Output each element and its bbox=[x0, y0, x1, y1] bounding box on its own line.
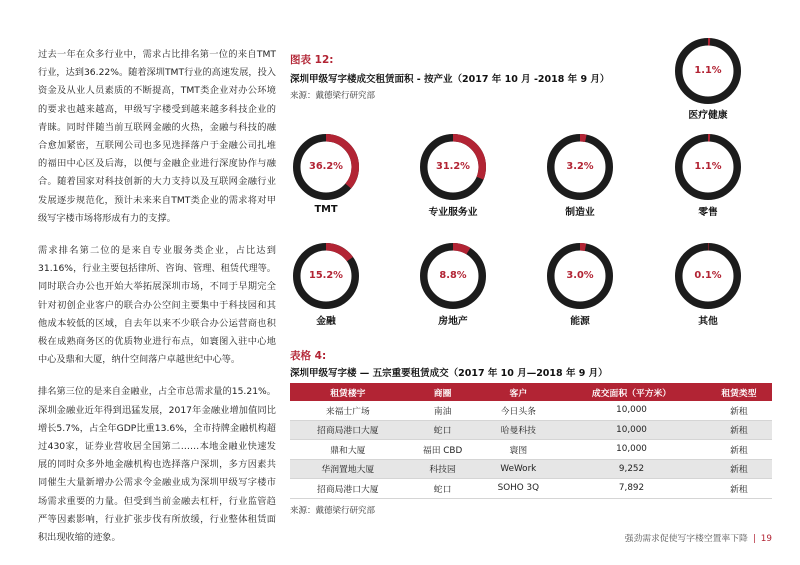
donut-value: 0.1% bbox=[694, 270, 722, 281]
donut-value: 3.0% bbox=[566, 270, 594, 281]
cell-area: 10,000 bbox=[557, 401, 706, 420]
table-source: 来源：戴德梁行研究部 bbox=[290, 506, 376, 516]
footer-title: 强劲需求促使写字楼空置率下降 bbox=[624, 534, 748, 544]
table-title: 深圳甲级写字楼 — 五宗重要租赁成交（2017 年 10 月—2018 年 9 月） bbox=[290, 368, 608, 379]
donut-value: 1.1% bbox=[694, 161, 722, 172]
donut-chart-healthcare bbox=[675, 38, 741, 104]
donut-label: 房地产 bbox=[438, 316, 468, 327]
cell-building: 招商局港口大厦 bbox=[290, 420, 406, 440]
cell-district: 福田 CBD bbox=[406, 440, 480, 460]
table-row bbox=[290, 401, 772, 420]
donut-chart-other bbox=[675, 243, 741, 309]
donut-value: 8.8% bbox=[439, 270, 467, 281]
cell-district: 科技园 bbox=[406, 459, 480, 479]
cell-lease-type: 新租 bbox=[706, 440, 772, 460]
cell-client: WeWork bbox=[480, 459, 558, 479]
table-row bbox=[290, 440, 772, 460]
donut-chart-finance bbox=[293, 243, 359, 309]
column-header-lease-type: 租赁类型 bbox=[706, 383, 772, 401]
donut-label: TMT bbox=[314, 204, 338, 215]
cell-district: 蛇口 bbox=[406, 479, 480, 499]
donut-chart-professional-services bbox=[420, 134, 486, 200]
donut-value: 15.2% bbox=[309, 270, 343, 281]
page-footer bbox=[625, 531, 772, 544]
cell-client: 哈曼科技 bbox=[480, 420, 558, 440]
donut-label: 零售 bbox=[698, 207, 718, 218]
donut-value: 36.2% bbox=[309, 161, 343, 172]
donut-label: 制造业 bbox=[565, 207, 595, 218]
donut-value: 3.2% bbox=[566, 161, 594, 172]
column-header-building: 租赁楼宇 bbox=[290, 383, 406, 401]
donut-chart-real-estate bbox=[420, 243, 486, 309]
footer-separator: | bbox=[752, 534, 756, 544]
donut-label: 能源 bbox=[570, 316, 590, 327]
cell-district: 蛇口 bbox=[406, 420, 480, 440]
body-text-column bbox=[38, 46, 276, 561]
donut-value: 31.2% bbox=[436, 161, 470, 172]
column-header-client: 客户 bbox=[480, 383, 558, 401]
table-row bbox=[290, 420, 772, 440]
cell-lease-type: 新租 bbox=[706, 479, 772, 499]
donut-chart-retail bbox=[675, 134, 741, 200]
cell-area: 9,252 bbox=[557, 459, 706, 479]
body-paragraph-2: 需求排名第二位的是来自专业服务类企业，占比达到31.16%，行业主要包括律所、咨询、管理、租赁代理等。同时联合办公也开始大举拓展深圳市场，不同于早期完全针对初创企业客户的联合办公空间主要集中于科技园和其他成本较低的区域，自去年以来不少联合办公运营商也积极在成熟商务区的优质物业进行布点，如寰图入驻中心地中心及鼎和大厦，纳什空间落户卓越世纪中心等。 bbox=[38, 245, 276, 366]
figure-title: 深圳甲级写字楼成交租赁面积 - 按产业（2017 年 10 月 -2018 年 9 月） bbox=[290, 74, 610, 85]
leasing-deals-table bbox=[290, 383, 772, 499]
cell-lease-type: 新租 bbox=[706, 420, 772, 440]
table-row bbox=[290, 459, 772, 479]
cell-building: 鼎和大厦 bbox=[290, 440, 406, 460]
cell-lease-type: 新租 bbox=[706, 401, 772, 420]
body-paragraph-1: 过去一年在众多行业中，需求占比排名第一位的来自TMT行业，达到36.22%。随着深圳TMT行业的高速发展，投入资金及从业人员素质的不断提高，TMT类企业对办公环境的要求也越来越高，甲级写字楼受到越来越多科技企业的青睐。同时伴随当前互联网金融的火热，金融与科技的融合愈加紧密，互联网公司也多见选择落户于金融公司扎堆的福田中心区及后海，以便与金融企业进行深度协作与融合。随着国家对科技创新的大力支持以及互联网金融行业发展逐步规范化，预计未来来自TMT类企业的需求将对甲级写字楼市场将形成有力的支撑。 bbox=[38, 49, 276, 224]
page-number: 19 bbox=[760, 534, 772, 544]
column-header-area: 成交面积（平方米） bbox=[557, 383, 706, 401]
cell-building: 华润置地大厦 bbox=[290, 459, 406, 479]
cell-area: 10,000 bbox=[557, 420, 706, 440]
donut-chart-tmt bbox=[293, 134, 359, 200]
table-row bbox=[290, 479, 772, 499]
donut-chart-energy bbox=[547, 243, 613, 309]
cell-building: 来福士广场 bbox=[290, 401, 406, 420]
figure-label: 图表 12: bbox=[290, 54, 334, 66]
cell-lease-type: 新租 bbox=[706, 459, 772, 479]
table-label: 表格 4: bbox=[290, 350, 327, 362]
cell-client: 今日头条 bbox=[480, 401, 558, 420]
donut-label: 医疗健康 bbox=[688, 110, 728, 121]
cell-building: 招商局港口大厦 bbox=[290, 479, 406, 499]
donut-label: 金融 bbox=[316, 316, 336, 327]
cell-client: 寰图 bbox=[480, 440, 558, 460]
cell-area: 7,892 bbox=[557, 479, 706, 499]
cell-area: 10,000 bbox=[557, 440, 706, 460]
figure-source: 来源：戴德梁行研究部 bbox=[290, 91, 376, 101]
column-header-district: 商圈 bbox=[406, 383, 480, 401]
table-header-row bbox=[290, 383, 772, 401]
donut-label: 其他 bbox=[698, 316, 718, 327]
donut-chart-manufacturing bbox=[547, 134, 613, 200]
body-paragraph-3: 排名第三位的是来自金融业，占全市总需求量的15.21%。深圳金融业近年得到迅猛发展，2017年金融业增加值同比增长5.7%，占全年GDP比重13.6%，全市持牌金融机构超过430家，证券业营收居全国第二……本地金融业快速发展的同时众多外地金融机构也选择落户深圳，多方因素共同催生大量新增办公需求令金融业成为深圳甲级写字楼市场需求重要的力量。但受到当前金融去杠杆，行业监管趋严等因素影响，行业扩张步伐有所放缓，行业整体租赁面积出现收缩的迹象。 bbox=[38, 386, 276, 544]
cell-client: SOHO 3Q bbox=[480, 479, 558, 499]
cell-district: 南油 bbox=[406, 401, 480, 420]
donut-value: 1.1% bbox=[694, 65, 722, 76]
donut-label: 专业服务业 bbox=[428, 207, 478, 218]
